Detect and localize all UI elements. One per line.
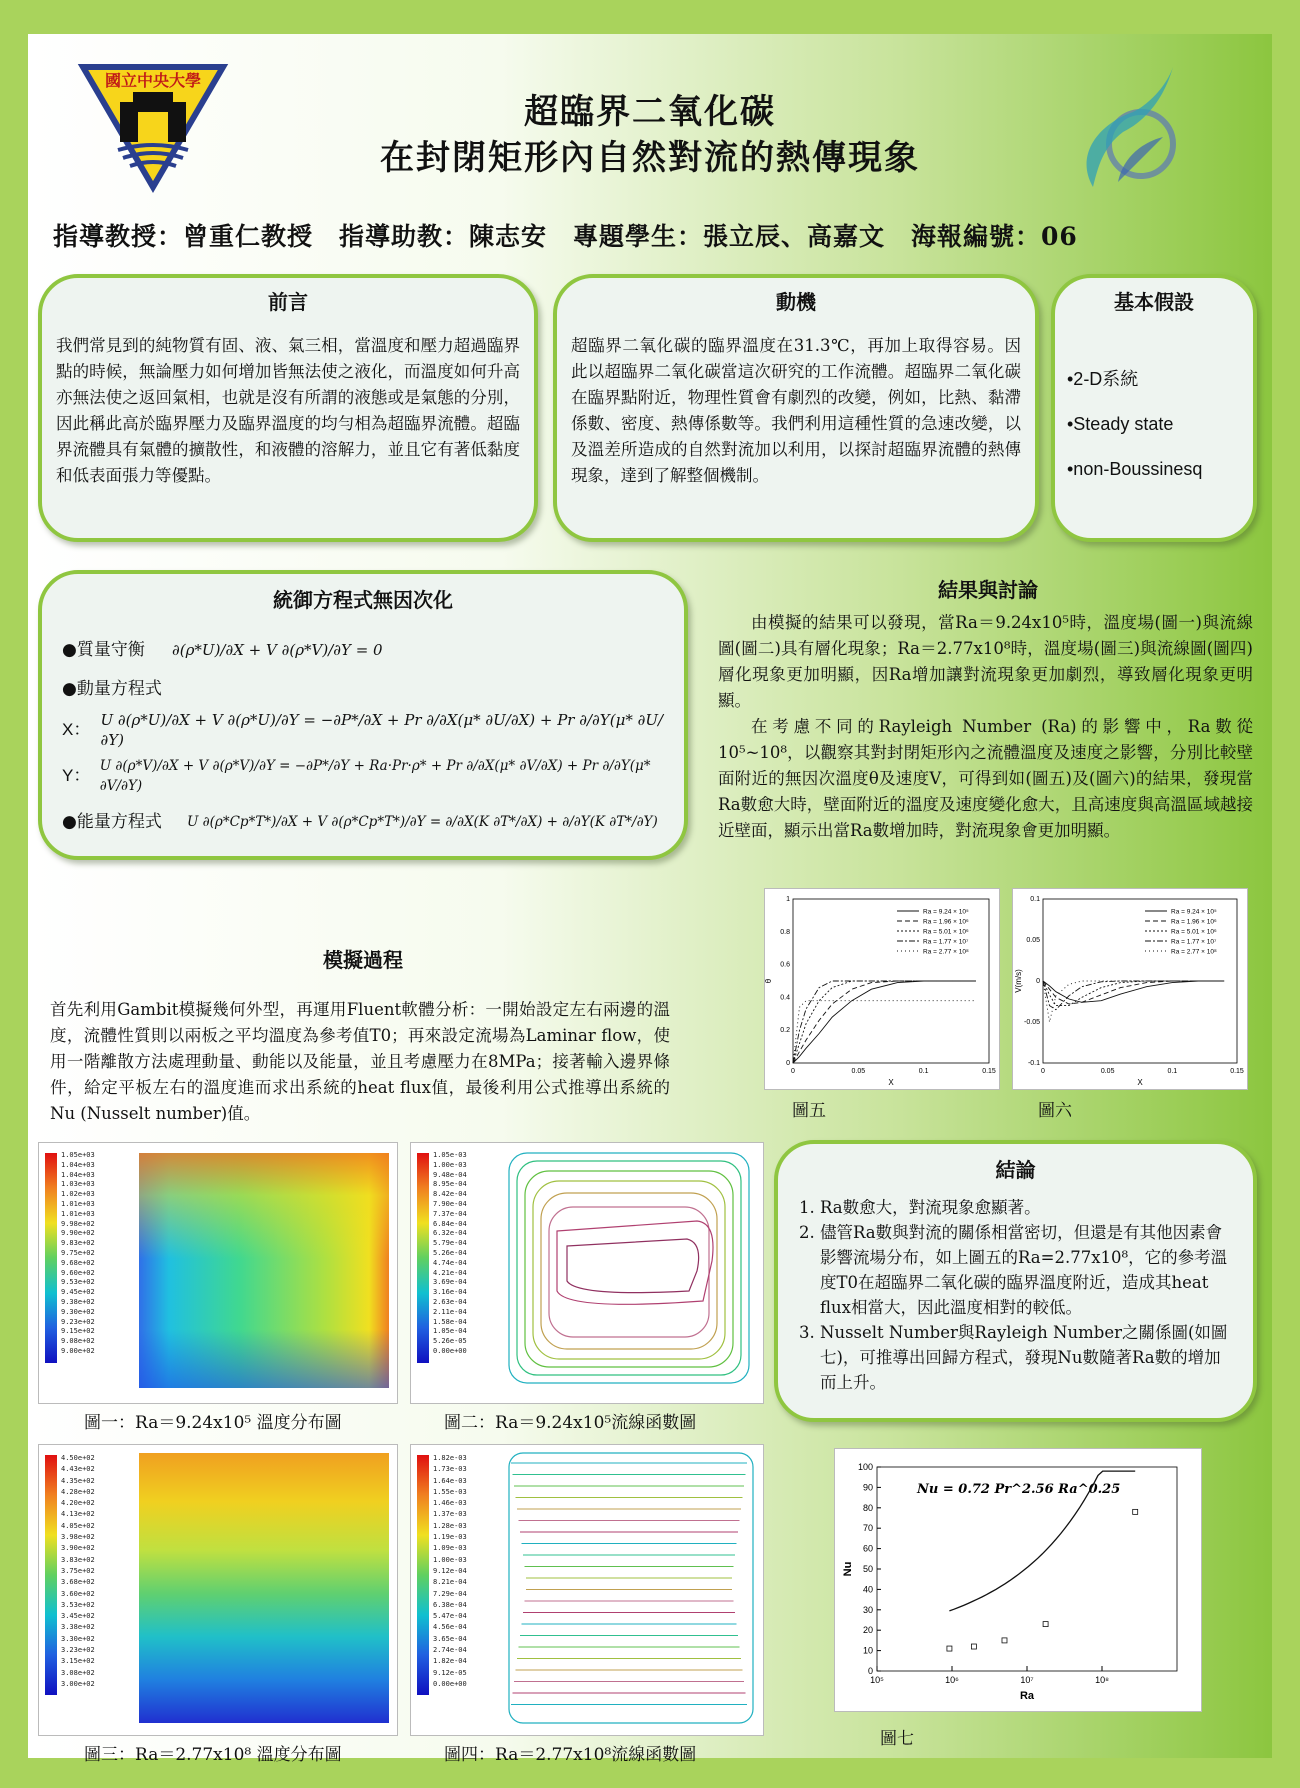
data-point bbox=[1133, 1509, 1138, 1514]
legend-value: 2.74e-04 bbox=[433, 1646, 467, 1655]
legend-value: 6.38e-04 bbox=[433, 1600, 467, 1609]
emblem-text: 國立中央大學 bbox=[104, 71, 202, 90]
legend-values bbox=[61, 1453, 95, 1690]
series-line bbox=[793, 981, 976, 1063]
x-tick-label: 0.05 bbox=[1100, 1068, 1115, 1075]
legend-value: 1.05e-04 bbox=[433, 1327, 467, 1336]
legend-value: 1.46e-03 bbox=[433, 1499, 467, 1508]
assumptions-title: 基本假設 bbox=[1114, 290, 1194, 314]
legend-value: 7.37e-04 bbox=[433, 1209, 467, 1218]
y-tick-label: 0 bbox=[786, 1060, 790, 1067]
legend-value: 9.00e+02 bbox=[61, 1346, 95, 1355]
x-axis-label: X bbox=[1137, 1078, 1143, 1087]
legend-value: 1.04e+03 bbox=[61, 1170, 95, 1179]
streamline bbox=[509, 1453, 753, 1723]
color-scale-bar bbox=[417, 1153, 429, 1363]
legend-value: 7.90e-04 bbox=[433, 1199, 467, 1208]
figure-1-caption: 圖一：Ra＝9.24x10⁵ 溫度分布圖 bbox=[84, 1413, 342, 1433]
series-line bbox=[1043, 981, 1224, 1022]
series-line bbox=[793, 981, 976, 1063]
momentum-equation-label: ●動量方程式 bbox=[62, 679, 162, 699]
energy-equation: U ∂(ρ*Cp*T*)/∂X + V ∂(ρ*Cp*T*)/∂Y = ∂/∂X(K ∂T*/∂X) + ∂/∂Y(K ∂T*/∂Y) bbox=[187, 814, 658, 830]
figure-4-streamline-plot bbox=[410, 1444, 764, 1736]
x-tick-label: 0.15 bbox=[982, 1068, 996, 1075]
legend-value: 1.00e-03 bbox=[433, 1160, 467, 1169]
legend-value: 3.45e+02 bbox=[61, 1612, 95, 1621]
legend-entry: Ra = 2.77 × 10⁸ bbox=[923, 948, 969, 956]
legend-value: 3.83e+02 bbox=[61, 1555, 95, 1564]
legend-value: 1.64e-03 bbox=[433, 1476, 467, 1485]
legend-value: 3.08e+02 bbox=[61, 1668, 95, 1677]
streamline-field bbox=[507, 1451, 757, 1727]
figure-3-caption: 圖三：Ra＝2.77x10⁸ 溫度分布圖 bbox=[84, 1745, 342, 1765]
data-point bbox=[947, 1646, 952, 1651]
data-point bbox=[971, 1644, 976, 1649]
legend-value: 5.26e-05 bbox=[433, 1337, 467, 1346]
legend-value: 1.58e-04 bbox=[433, 1317, 467, 1326]
results-title: 結果與討論 bbox=[938, 578, 1038, 602]
legend-value: 9.68e+02 bbox=[61, 1258, 95, 1267]
x-tick-label: 0.1 bbox=[1167, 1068, 1178, 1075]
legend-value: 3.23e+02 bbox=[61, 1646, 95, 1655]
equations-panel bbox=[38, 570, 688, 860]
legend-values bbox=[433, 1151, 467, 1357]
legend-value: 1.28e-03 bbox=[433, 1521, 467, 1530]
chart-title: Nu = 0.72 Pr^2.56 Ra^0.25 bbox=[917, 1482, 1121, 1497]
legend-value: 3.75e+02 bbox=[61, 1566, 95, 1575]
legend-value: 3.69e-04 bbox=[433, 1278, 467, 1287]
figure-2-caption: 圖二：Ra＝9.24x10⁵流線函數圖 bbox=[444, 1413, 697, 1433]
legend-value: 1.04e+03 bbox=[61, 1160, 95, 1169]
legend-value: 4.05e+02 bbox=[61, 1521, 95, 1530]
conclusion-title: 結論 bbox=[995, 1158, 1036, 1182]
nu-vs-ra-chart bbox=[835, 1449, 1201, 1711]
y-tick-label: 80 bbox=[862, 1502, 873, 1513]
y-tick-label: 1 bbox=[786, 896, 790, 903]
results-paragraph-1: 由模擬的結果可以發現，當Ra＝9.24x10⁵時，溫度場(圖一)與流線圖(圖二)具有層化現象；Ra＝2.77x10⁸時，溫度場(圖三)與流線圖(圖四)層化現象更加明顯，因Ra增加讓對流現象更加劇烈，導致層化現象更明顯。 bbox=[718, 613, 1253, 710]
y-axis-label: Nu bbox=[842, 1561, 854, 1577]
legend-value: 8.42e-04 bbox=[433, 1190, 467, 1199]
intro-title: 前言 bbox=[268, 290, 308, 314]
equations-title: 統御方程式無因次化 bbox=[273, 588, 453, 612]
y-tick-label: 50 bbox=[862, 1564, 873, 1574]
mass-equation-label: ●質量守衡 bbox=[62, 640, 145, 660]
x-axis-label: Ra bbox=[1019, 1690, 1035, 1702]
y-momentum-label: Y： bbox=[62, 766, 91, 785]
legend-value: 4.28e+02 bbox=[61, 1487, 95, 1496]
series-line bbox=[793, 981, 976, 1063]
series-line bbox=[1043, 981, 1224, 1002]
color-scale-bar bbox=[417, 1455, 429, 1695]
y-momentum-equation: U ∂(ρ*V)/∂X + V ∂(ρ*V)/∂Y = −∂P*/∂Y + Ra·Pr·ρ* + Pr ∂/∂X(μ* ∂V/∂X) + Pr ∂/∂Y(μ* ∂V/∂Y) bbox=[99, 758, 651, 794]
legend-value: 9.75e+02 bbox=[61, 1248, 95, 1257]
assumption-item: •Steady state bbox=[1067, 414, 1174, 434]
legend-value: 0.00e+00 bbox=[433, 1679, 467, 1688]
energy-equation-label: ●能量方程式 bbox=[62, 812, 162, 832]
x-tick-label: 0.1 bbox=[918, 1068, 929, 1075]
legend-value: 1.82e-03 bbox=[433, 1454, 467, 1462]
legend-value: 3.15e+02 bbox=[61, 1657, 95, 1666]
temperature-field bbox=[139, 1453, 389, 1723]
y-tick-label: 0 bbox=[867, 1666, 873, 1676]
legend-value: 9.90e+02 bbox=[61, 1229, 95, 1238]
x-tick-label: 0 bbox=[791, 1068, 795, 1075]
legend-value: 3.90e+02 bbox=[61, 1544, 95, 1553]
legend-value: 4.35e+02 bbox=[61, 1476, 95, 1485]
y-tick-label: 60 bbox=[862, 1543, 873, 1554]
simulation-title: 模擬過程 bbox=[323, 948, 403, 972]
y-tick-label: 30 bbox=[862, 1604, 873, 1615]
legend-value: 3.38e+02 bbox=[61, 1623, 95, 1632]
y-tick-label: 10 bbox=[862, 1645, 873, 1656]
theta-profile-chart bbox=[765, 889, 999, 1089]
x-tick-label: 10⁸ bbox=[1095, 1675, 1109, 1685]
legend-value: 1.55e-03 bbox=[433, 1487, 467, 1496]
poster-title-line2: 在封閉矩形內自然對流的熱傳現象 bbox=[380, 138, 920, 178]
legend-value: 9.12e-05 bbox=[433, 1668, 467, 1677]
y-tick-label: 20 bbox=[862, 1625, 873, 1636]
y-tick-label: 0.05 bbox=[1026, 937, 1040, 944]
color-scale-bar bbox=[45, 1455, 57, 1695]
series-line bbox=[793, 981, 976, 1063]
figure-7-nu-ra-chart bbox=[834, 1448, 1202, 1712]
legend-entry: Ra = 9.24 × 10⁵ bbox=[923, 908, 969, 916]
x-tick-label: 10⁶ bbox=[945, 1675, 959, 1685]
legend-value: 8.95e-04 bbox=[433, 1180, 467, 1189]
legend-value: 9.12e-04 bbox=[433, 1566, 467, 1575]
mass-equation: ∂(ρ*U)/∂X + V ∂(ρ*V)/∂Y = 0 bbox=[172, 641, 383, 659]
temperature-field bbox=[139, 1153, 389, 1388]
legend-value: 1.01e+03 bbox=[61, 1199, 95, 1208]
legend-value: 4.50e+02 bbox=[61, 1454, 95, 1462]
legend-value: 2.11e-04 bbox=[433, 1307, 467, 1316]
poster bbox=[28, 34, 1272, 1765]
legend-value: 9.98e+02 bbox=[61, 1219, 95, 1228]
legend-value: 1.00e-03 bbox=[433, 1555, 467, 1564]
legend-value: 2.63e-04 bbox=[433, 1297, 467, 1306]
conclusion-item: 3. Nusselt Number與Rayleigh Number之關係圖(如圖七)，可推導出回歸方程式，發現Nu數隨著Ra數的增加而上升。 bbox=[820, 1320, 1237, 1395]
legend-value: 1.02e+03 bbox=[61, 1190, 95, 1199]
x-axis-label: X bbox=[888, 1078, 894, 1087]
legend-value: 3.68e+02 bbox=[61, 1578, 95, 1587]
y-tick-label: 0.4 bbox=[780, 994, 790, 1002]
figure-6-caption: 圖六 bbox=[1038, 1101, 1072, 1121]
legend-value: 4.43e+02 bbox=[61, 1465, 95, 1474]
y-tick-label: 0 bbox=[1036, 978, 1040, 985]
legend-value: 8.21e-04 bbox=[433, 1578, 467, 1587]
intro-panel bbox=[38, 274, 538, 542]
legend-value: 5.26e-04 bbox=[433, 1248, 467, 1257]
legend-value: 4.21e-04 bbox=[433, 1268, 467, 1277]
data-point bbox=[1002, 1638, 1007, 1643]
legend-value: 4.74e-04 bbox=[433, 1258, 467, 1267]
legend-value: 6.32e-04 bbox=[433, 1229, 467, 1238]
legend-value: 9.83e+02 bbox=[61, 1239, 95, 1248]
legend-entry: Ra = 1.77 × 10⁷ bbox=[923, 938, 969, 946]
legend-value: 9.23e+02 bbox=[61, 1317, 95, 1326]
legend-value: 9.60e+02 bbox=[61, 1268, 95, 1277]
legend-value: 3.53e+02 bbox=[61, 1600, 95, 1609]
intro-text: 我們常見到的純物質有固、液、氣三相，當溫度和壓力超過臨界點的時候，無論壓力如何增加皆無法使之液化，而溫度如何升高亦無法使之返回氣相，也就是沒有所謂的液態或是氣態的分別，因此稱此高於臨界壓力及臨界溫度的均勻相為超臨界流體。超臨界流體具有氣體的擴散性，和液體的溶解力，並且它有著低黏度和低表面張力等優點。 bbox=[56, 336, 520, 485]
series-line bbox=[1043, 981, 1224, 1010]
y-tick-label: 40 bbox=[862, 1584, 873, 1595]
legend-value: 6.84e-04 bbox=[433, 1219, 467, 1228]
y-axis-label: V(m/s) bbox=[1014, 969, 1023, 993]
y-tick-label: 0.8 bbox=[780, 928, 790, 936]
poster-title-line1: 超臨界二氧化碳 bbox=[524, 92, 776, 132]
legend-value: 9.45e+02 bbox=[61, 1288, 95, 1297]
legend-value: 1.82e-04 bbox=[433, 1657, 467, 1666]
x-momentum-label: X： bbox=[62, 720, 91, 739]
figure-6-velocity-chart bbox=[1012, 888, 1248, 1090]
legend-value: 1.19e-03 bbox=[433, 1533, 467, 1542]
legend-value: 5.47e-04 bbox=[433, 1612, 467, 1621]
figure-5-caption: 圖五 bbox=[792, 1101, 826, 1121]
simulation-text: 首先利用Gambit模擬幾何外型，再運用Fluent軟體分析：一開始設定左右兩邊的溫度，流體性質則以兩板之平均溫度為參考值T0；再來設定流場為Laminar flow，使用一階離散方法處理動量、動能以及能量，並且考慮壓力在8MPa；接著輸入邊界條件，給定平板左右的溫度進而求出系統的heat flux值，最後利用公式推導出系統的Nu (Nusselt number)值。 bbox=[50, 1000, 670, 1123]
x-momentum-equation: U ∂(ρ*U)/∂X + V ∂(ρ*U)/∂Y = −∂P*/∂X + Pr ∂/∂X(μ* ∂U/∂X) + Pr ∂/∂Y(μ* ∂U/∂Y) bbox=[100, 711, 664, 749]
assumption-item: •2-D系統 bbox=[1067, 369, 1139, 389]
legend-entry: Ra = 9.24 × 10⁵ bbox=[1171, 908, 1217, 916]
x-tick-label: 10⁷ bbox=[1020, 1675, 1034, 1685]
series-line bbox=[1043, 981, 1224, 1006]
legend-entry: Ra = 5.01 × 10⁶ bbox=[923, 928, 969, 936]
x-tick-label: 10⁵ bbox=[870, 1675, 884, 1685]
legend-value: 9.38e+02 bbox=[61, 1297, 95, 1306]
legend-entry: Ra = 1.77 × 10⁷ bbox=[1171, 938, 1217, 946]
motivation-panel bbox=[553, 274, 1039, 542]
legend-value: 9.15e+02 bbox=[61, 1327, 95, 1336]
y-axis-label: θ bbox=[764, 978, 773, 984]
legend-value: 7.29e-04 bbox=[433, 1589, 467, 1598]
legend-value: 5.79e-04 bbox=[433, 1239, 467, 1248]
legend-value: 0.00e+00 bbox=[433, 1346, 467, 1355]
legend-value: 3.60e+02 bbox=[61, 1589, 95, 1598]
legend-value: 1.09e-03 bbox=[433, 1544, 467, 1553]
y-tick-label: 0.6 bbox=[780, 961, 790, 969]
conclusion-panel bbox=[774, 1140, 1257, 1422]
x-tick-label: 0.15 bbox=[1230, 1068, 1244, 1075]
results-paragraph-2: 在考慮不同的Rayleigh Number (Ra)的影響中，Ra數從10⁵~10⁸，以觀察其對封閉矩形內之流體溫度及速度之影響，分別比較壁面附近的無因次溫度θ及速度V，可得到如(圖五)及(圖六)的結果，發現當Ra數愈大時，壁面附近的溫度及速度變化愈大，且高速度與高溫區域越接近壁面，顯示出當Ra數增加時，對流現象會更加明顯。 bbox=[718, 717, 1253, 840]
plot-frame bbox=[877, 1467, 1177, 1671]
legend-value: 9.30e+02 bbox=[61, 1307, 95, 1316]
legend-value: 1.73e-03 bbox=[433, 1465, 467, 1474]
x-tick-label: 0 bbox=[1041, 1068, 1045, 1075]
legend-entry: Ra = 5.01 × 10⁶ bbox=[1171, 928, 1217, 936]
legend-values bbox=[61, 1151, 95, 1357]
legend-value: 1.05e-03 bbox=[433, 1151, 467, 1159]
figure-3-temperature-contour bbox=[38, 1444, 398, 1736]
legend-value: 3.98e+02 bbox=[61, 1533, 95, 1542]
conclusion-item: 1. Ra數愈大，對流現象愈顯著。 bbox=[820, 1195, 1237, 1220]
y-tick-label: 90 bbox=[862, 1482, 873, 1493]
legend-value: 4.20e+02 bbox=[61, 1499, 95, 1508]
figure-5-theta-chart bbox=[764, 888, 1000, 1090]
legend-value: 3.65e-04 bbox=[433, 1634, 467, 1643]
streamline-field bbox=[507, 1151, 757, 1389]
y-tick-label: -0.05 bbox=[1024, 1019, 1040, 1026]
legend-value: 9.48e-04 bbox=[433, 1170, 467, 1179]
motivation-title: 動機 bbox=[776, 290, 816, 314]
legend-entry: Ra = 1.96 × 10⁶ bbox=[923, 918, 969, 926]
legend-value: 9.53e+02 bbox=[61, 1278, 95, 1287]
assumptions-panel bbox=[1051, 274, 1257, 542]
figure-2-streamline-plot bbox=[410, 1142, 764, 1404]
legend-value: 3.30e+02 bbox=[61, 1634, 95, 1643]
y-tick-label: 0.1 bbox=[1030, 896, 1040, 903]
data-point bbox=[1043, 1622, 1048, 1627]
legend-value: 3.00e+02 bbox=[61, 1679, 95, 1688]
figure-1-temperature-contour bbox=[38, 1142, 398, 1404]
conclusion-item: 2. 儘管Ra數與對流的關係相當密切，但還是有其他因素會影響流場分布，如上圖五的Ra=2.77x10⁸，它的參考溫度T0在超臨界二氧化碳的臨界溫度附近，造成其heat flux相當大，因此溫度相對的較低。 bbox=[820, 1220, 1237, 1320]
y-tick-label: 0.2 bbox=[780, 1027, 790, 1035]
legend-value: 1.03e+03 bbox=[61, 1180, 95, 1189]
legend-entry: Ra = 2.77 × 10⁸ bbox=[1171, 948, 1217, 956]
legend-values bbox=[433, 1453, 467, 1690]
legend-value: 1.01e+03 bbox=[61, 1209, 95, 1218]
assumption-item: •non-Boussinesq bbox=[1067, 459, 1203, 479]
legend-value: 4.13e+02 bbox=[61, 1510, 95, 1519]
author-byline: 指導教授：曾重仁教授 指導助教：陳志安 專題學生：張立辰、高嘉文 海報編號：06 bbox=[53, 222, 1078, 251]
figure-7-caption: 圖七 bbox=[880, 1729, 914, 1749]
velocity-profile-chart bbox=[1013, 889, 1247, 1089]
x-tick-label: 0.05 bbox=[851, 1068, 866, 1075]
color-scale-bar bbox=[45, 1153, 57, 1363]
legend-value: 3.16e-04 bbox=[433, 1288, 467, 1297]
y-tick-label: 70 bbox=[862, 1523, 873, 1534]
legend-value: 1.05e+03 bbox=[61, 1151, 95, 1159]
series-line bbox=[1043, 981, 1224, 1004]
legend-entry: Ra = 1.96 × 10⁶ bbox=[1171, 918, 1217, 926]
y-tick-label: 100 bbox=[857, 1462, 873, 1472]
motivation-text: 超臨界二氧化碳的臨界溫度在31.3℃，再加上取得容易。因此以超臨界二氧化碳當這次研究的工作流體。超臨界二氧化碳在臨界點附近，物理性質會有劇烈的改變，例如，比熱、黏滯係數、密度、熱傳係數等。我們利用這種性質的急速改變，以及溫差所造成的自然對流加以利用，以探討超臨界流體的熱傳現象，達到了解整個機制。 bbox=[571, 336, 1021, 485]
legend-value: 4.56e-04 bbox=[433, 1623, 467, 1632]
y-tick-label: -0.1 bbox=[1027, 1060, 1040, 1067]
legend-value: 9.08e+02 bbox=[61, 1337, 95, 1346]
figure-4-caption: 圖四：Ra＝2.77x10⁸流線函數圖 bbox=[444, 1745, 697, 1765]
legend-value: 1.37e-03 bbox=[433, 1510, 467, 1519]
